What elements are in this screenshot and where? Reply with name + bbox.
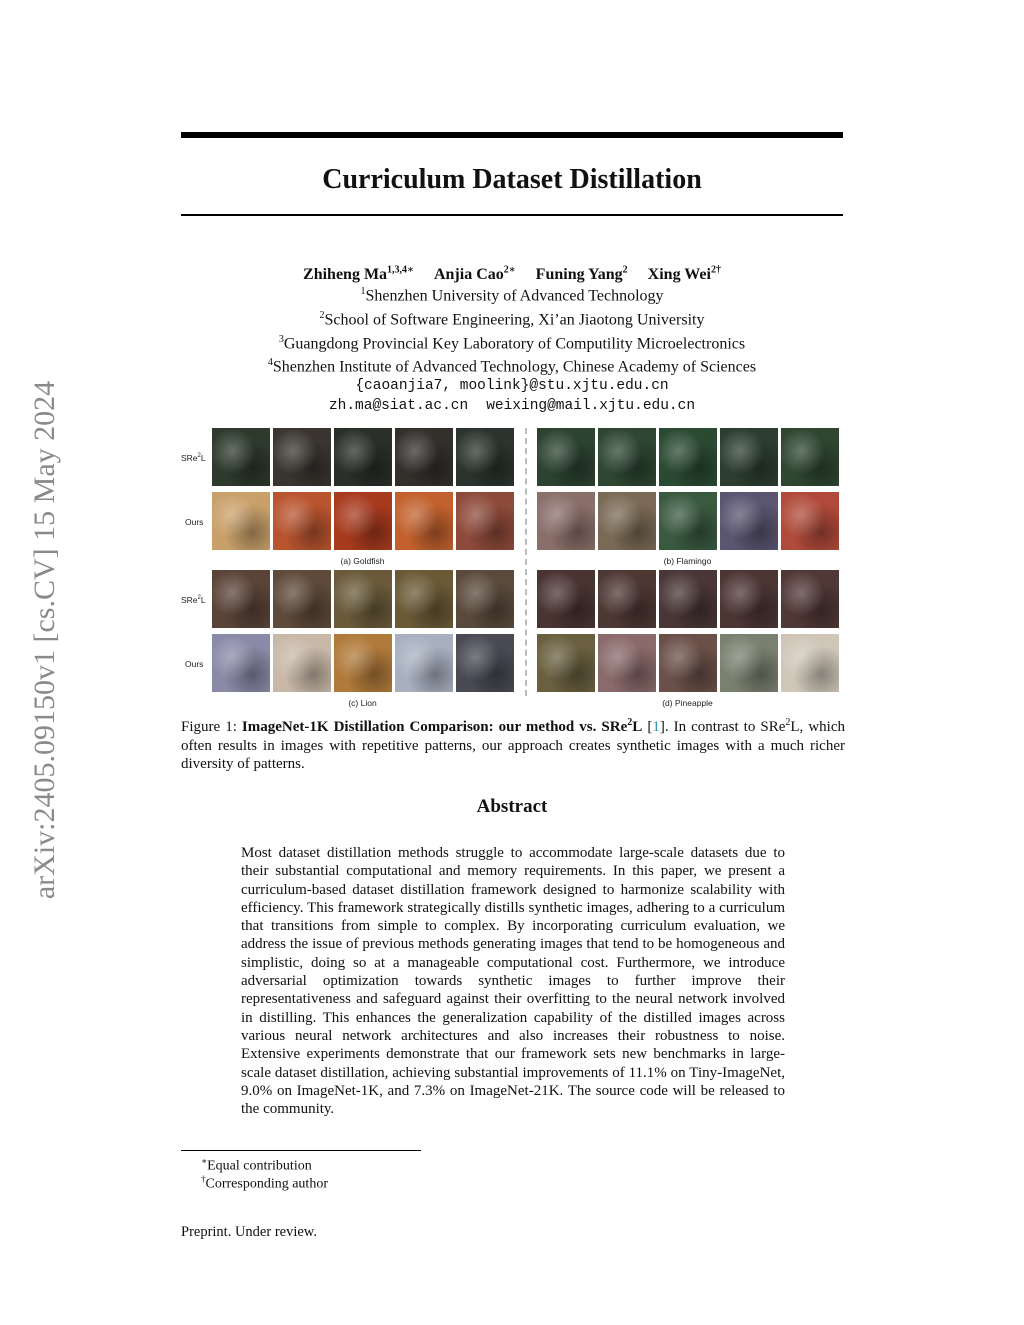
footnote: †Corresponding author (201, 1174, 328, 1192)
email-line: {caoanjia7, moolink}@stu.xjtu.edu.cn (355, 378, 669, 395)
affiliation: $^2$School of Software Engineering, Xi’an Jiaotong University (319, 309, 705, 329)
ours-sample-image (659, 634, 717, 692)
sre-sample-image (598, 570, 656, 628)
abstract-heading: Abstract (476, 796, 548, 817)
figure-1 (181, 428, 843, 710)
ours-sample-image (395, 634, 453, 692)
sre-sample-image (273, 428, 331, 486)
sre-sample-image (537, 428, 595, 486)
ours-sample-image (537, 634, 595, 692)
author: Funing Yang$^2$ (535, 265, 628, 284)
abstract-body: Most dataset distillation methods struggle to accommodate large-scale datasets due to their substantial computational and memory requirements. In this paper, we present a curriculum-based dataset distillation framework designed to harmonize scalability with efficiency. This framework strategically distills synthetic images, adhering to a curriculum that transitions from simple to complex. By incorporating curriculum evaluation, we address the issue of previous methods generating images that tend to be homogeneous and simplistic, doing so at a manageable computational cost. Furthermore, we introduce adversarial optimization towards synthetic images to further improve their representativeness and safeguard against their overfitting to the neural network involved in distilling. This enhances the generalization capability of the distilled images across various neural network architectures and also increases their robustness to noise. Extensive experiments demonstrate that our framework sets new benchmarks in large-scale dataset distillation, achieving substantial improvements of 11.1% on Tiny-ImageNet, 9.0% on ImageNet-1K, and 7.3% on ImageNet-21K. The source code will be released to the community. (241, 845, 785, 1118)
ours-sample-image (456, 492, 514, 550)
sre-sample-image (781, 570, 839, 628)
author: Xing Wei$^{2\dagger}$ (647, 265, 721, 284)
author: Zhiheng $Ma^{1,3,4∗}$ (303, 265, 414, 284)
footnote-rule (181, 1150, 421, 1151)
sre-sample-image (720, 428, 778, 486)
sre-sample-image (334, 570, 392, 628)
ours-sample-image (720, 634, 778, 692)
sre-sample-image (395, 428, 453, 486)
sre-sample-image (212, 428, 270, 486)
ours-sample-image (456, 634, 514, 692)
ours-sample-image (334, 492, 392, 550)
ours-sample-image (212, 492, 270, 550)
footnote: ∗Equal contribution (201, 1156, 312, 1174)
subfigure-label: (d) Pineapple (662, 698, 713, 708)
subfigure-label: (c) Lion (348, 698, 377, 708)
panel-divider (525, 428, 527, 696)
sre-sample-image (334, 428, 392, 486)
sre-sample-image (456, 428, 514, 486)
ours-sample-image (659, 492, 717, 550)
author: Anjia Cao$^{2∗}$ (433, 265, 516, 284)
figure-caption: Figure 1: ImageNet-1K Distillation Comparison: our method vs. SRe$^2$L [1]. In contrast to SRe$^2$L, which often results in images with repetitive patterns, our approach creates synthetic images with a much richer diversity of patterns. (181, 717, 845, 772)
sre-sample-image (659, 428, 717, 486)
sre-sample-image (537, 570, 595, 628)
ours-sample-image (212, 634, 270, 692)
title-rule-bottom (181, 214, 843, 216)
ours-sample-image (598, 634, 656, 692)
affiliations (181, 282, 843, 416)
affiliation: $^4$Shenzhen Institute of Advanced Technology, Chinese Academy of Sciences (267, 357, 757, 376)
ours-sample-image (273, 492, 331, 550)
citation-link[interactable]: 1 (652, 719, 660, 735)
sre-sample-image (395, 570, 453, 628)
title-rule-top (181, 132, 843, 138)
sre-sample-image (273, 570, 331, 628)
sre-sample-image (212, 570, 270, 628)
ours-sample-image (781, 492, 839, 550)
sre-sample-image (781, 428, 839, 486)
subfigure-label: (a) Goldfish (340, 556, 385, 566)
paper-title: Curriculum Dataset Distillation (322, 164, 702, 195)
sre-sample-image (720, 570, 778, 628)
ours-sample-image (537, 492, 595, 550)
preprint-note: Preprint. Under review. (181, 1224, 317, 1240)
row-label-ours: Ours (185, 659, 204, 669)
row-label-ours: Ours (185, 517, 204, 527)
sre-sample-image (456, 570, 514, 628)
row-label-sre2l: SRe$^2$L (181, 595, 206, 605)
email-line: zh.ma@siat.ac.cn weixing@mail.xjtu.edu.cn (328, 397, 696, 414)
ours-sample-image (273, 634, 331, 692)
ours-sample-image (334, 634, 392, 692)
sre-sample-image (598, 428, 656, 486)
ours-sample-image (598, 492, 656, 550)
ours-sample-image (395, 492, 453, 550)
ours-sample-image (781, 634, 839, 692)
row-label-sre2l: SRe$^2$L (181, 453, 206, 463)
ours-sample-image (720, 492, 778, 550)
sre-sample-image (659, 570, 717, 628)
affiliation: $^3$Guangdong Provincial Key Laboratory of Computility Microelectronics (278, 333, 746, 352)
subfigure-label: (b) Flamingo (663, 556, 712, 566)
affiliation: $^1$Shenzhen University of Advanced Technology (360, 286, 664, 305)
